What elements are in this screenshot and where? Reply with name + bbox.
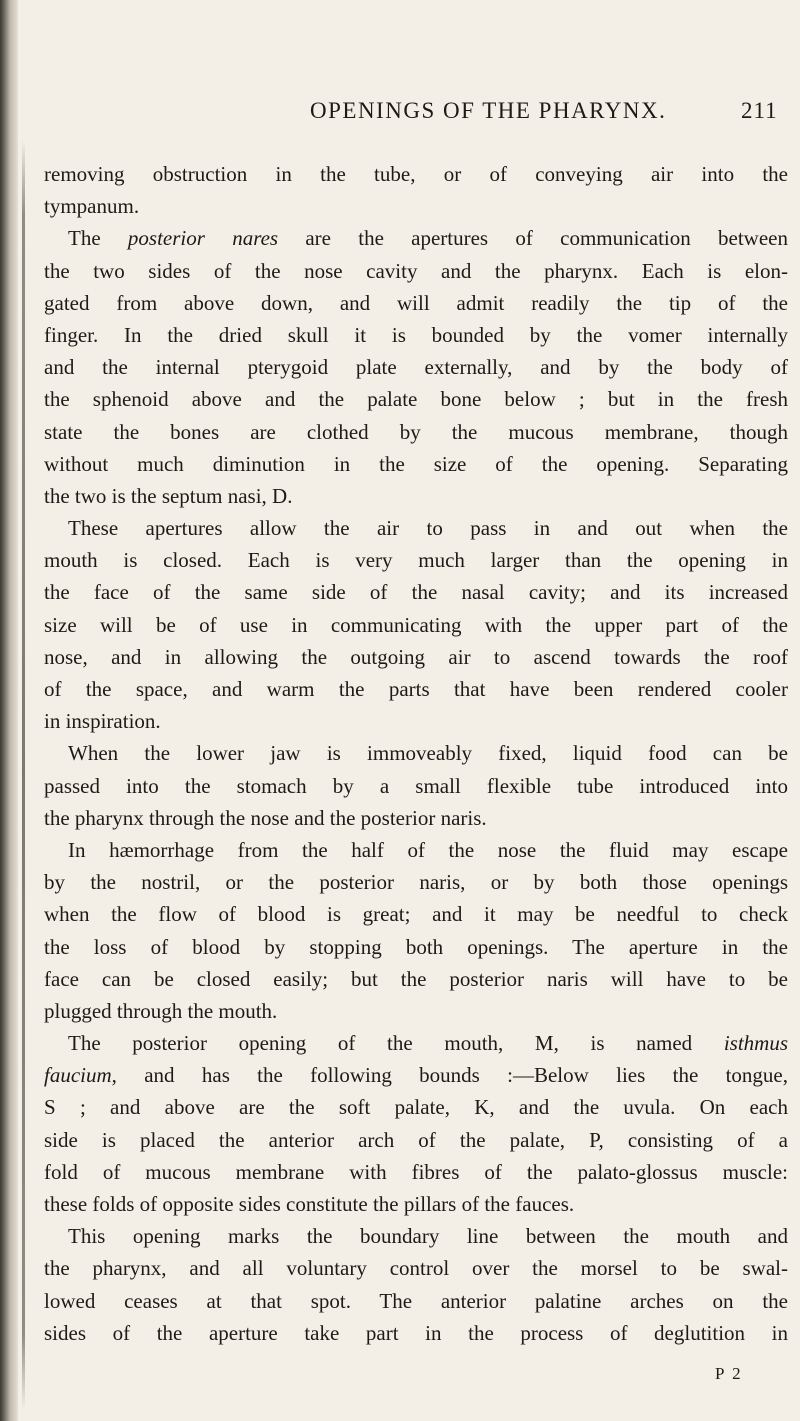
text-line: passed into the stomach by a small flexible tube introduced into xyxy=(44,773,788,798)
text-line: size will be of use in communicating with the upper part of the xyxy=(44,612,788,637)
text-line: when the flow of blood is great; and it may be needful to check xyxy=(44,902,788,927)
text-line: the two sides of the nose cavity and the pharynx. Each is elon- xyxy=(44,258,788,283)
text-line: In hæmorrhage from the half of the nose the fluid may escape xyxy=(68,837,788,862)
signature-mark: P 2 xyxy=(715,1364,743,1383)
gutter-shadow-line xyxy=(22,140,25,1410)
text-line: plugged through the mouth. xyxy=(44,998,278,1023)
running-title: OPENINGS OF THE PHARYNX. xyxy=(310,98,667,123)
text-line: faucium, and has the following bounds :—Below lies the tongue, xyxy=(44,1063,788,1088)
body-text xyxy=(44,158,788,1349)
text-line: mouth is closed. Each is very much larger than the opening in xyxy=(44,548,788,573)
text-line: by the nostril, or the posterior naris, or by both those openings xyxy=(44,870,788,895)
binding-gutter xyxy=(0,0,18,1421)
text-line: face can be closed easily; but the posterior naris will have to be xyxy=(44,966,788,991)
text-line: This opening marks the boundary line between the mouth and xyxy=(68,1224,788,1249)
text-line: the face of the same side of the nasal cavity; and its increased xyxy=(44,580,788,605)
text-line: in inspiration. xyxy=(44,709,161,734)
text-line: removing obstruction in the tube, or of conveying air into the xyxy=(44,162,788,186)
text-line: state the bones are clothed by the mucous membrane, though xyxy=(44,419,788,444)
text-line: fold of mucous membrane with fibres of the palato-glossus muscle: xyxy=(44,1159,788,1184)
text-line: gated from above down, and will admit readily the tip of the xyxy=(44,290,788,315)
text-line: and the internal pterygoid plate externally, and by the body of xyxy=(44,355,788,380)
text-line: the pharynx through the nose and the posterior naris. xyxy=(44,805,487,830)
text-line: without much diminution in the size of the opening. Separating xyxy=(44,451,788,476)
text-line: the loss of blood by stopping both openings. The aperture in the xyxy=(44,934,788,959)
page-header xyxy=(0,98,800,132)
text-line: S ; and above are the soft palate, K, and the uvula. On each xyxy=(44,1095,788,1120)
text-line: the sphenoid above and the palate bone below ; but in the fresh xyxy=(44,387,788,412)
text-line: lowed ceases at that spot. The anterior palatine arches on the xyxy=(44,1288,788,1313)
text-line: sides of the aperture take part in the process of deglutition in xyxy=(44,1320,788,1345)
text-line: The posterior nares are the apertures of communication between xyxy=(68,226,788,251)
page-number: 211 xyxy=(741,98,778,123)
text-line: nose, and in allowing the outgoing air to ascend towards the roof xyxy=(44,644,788,669)
text-line: the two is the septum nasi, D. xyxy=(44,483,293,508)
text-line: These apertures allow the air to pass in and out when the xyxy=(68,516,788,541)
text-line: these folds of opposite sides constitute the pillars of the fauces. xyxy=(44,1192,575,1216)
text-line: finger. In the dried skull it is bounded by the vomer internally xyxy=(44,322,788,347)
text-line: tympanum. xyxy=(44,194,140,219)
text-line: of the space, and warm the parts that have been rendered cooler xyxy=(44,677,788,701)
text-line: side is placed the anterior arch of the palate, P, consisting of a xyxy=(44,1127,788,1152)
text-line: When the lower jaw is immoveably fixed, liquid food can be xyxy=(68,741,788,766)
text-line: the pharynx, and all voluntary control over the morsel to be swal- xyxy=(44,1256,788,1281)
text-line: The posterior opening of the mouth, M, is named isthmus xyxy=(68,1031,788,1056)
